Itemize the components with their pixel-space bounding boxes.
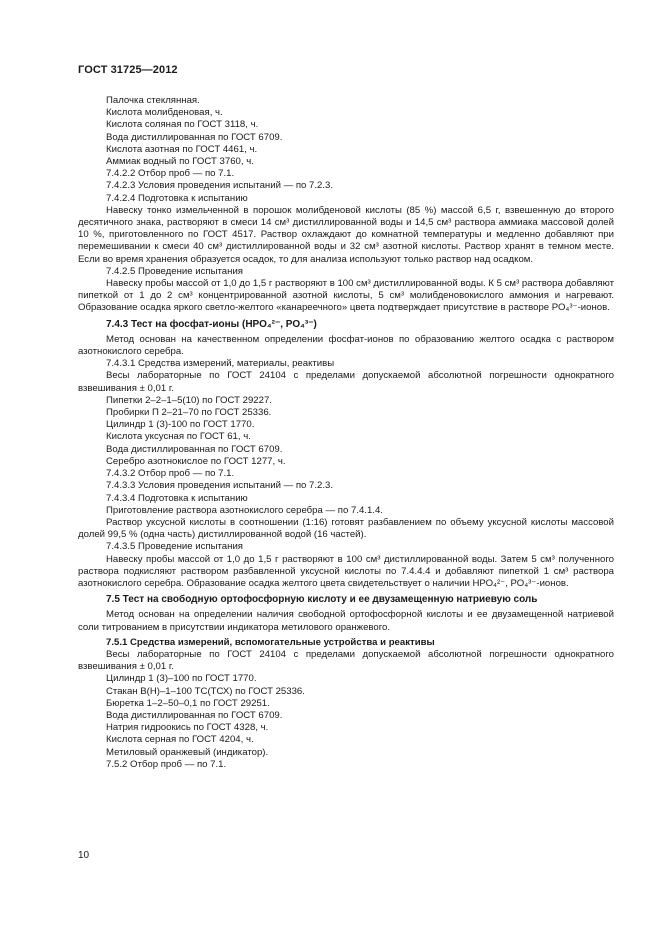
text-line: 7.4.3.5 Проведение испытания xyxy=(106,541,243,553)
text-line: Кислота уксусная по ГОСТ 61, ч. xyxy=(106,431,251,443)
paragraph: Метод основан на определении наличия свободной ортофосфорной кислоты и ее двузамещенной натриевой соли титрованием в присутствии индикатора метилового оранжевого. xyxy=(78,609,614,633)
section-heading: 7.4.3 Тест на фосфат-ионы (НРО₄²⁻, РО₄³⁻) xyxy=(106,318,317,330)
text-line: Кислота соляная по ГОСТ 3118, ч. xyxy=(106,119,259,131)
paragraph: Раствор уксусной кислоты в соотношении (1:16) готовят разбавлением по объему уксусной кислоты массовой долей 99,5 % (одна часть) дистиллированной водой (16 частей). xyxy=(78,516,614,541)
document-body xyxy=(78,95,614,771)
page-number: 10 xyxy=(78,850,90,861)
text-line: 7.4.3.3 Условия проведения испытаний — по 7.2.3. xyxy=(106,480,334,492)
text-line: Серебро азотнокислое по ГОСТ 1277, ч. xyxy=(106,455,286,467)
text-line: Пробирки П 2–21–70 по ГОСТ 25336. xyxy=(106,407,272,419)
document-header: ГОСТ 31725—2012 xyxy=(78,64,178,76)
text-line: Палочка стеклянная. xyxy=(106,95,200,106)
text-line: Кислота азотная по ГОСТ 4461, ч. xyxy=(106,143,258,155)
text-line: Аммиак водный по ГОСТ 3760, ч. xyxy=(106,156,254,168)
text-line: 7.4.2.3 Условия проведения испытаний — по 7.2.3. xyxy=(106,180,334,192)
text-line: Пипетки 2–2–1–5(10) по ГОСТ 29227. xyxy=(106,394,272,406)
text-line: 7.4.2.4 Подготовка к испытанию xyxy=(106,192,248,204)
text-line: Вода дистиллированная по ГОСТ 6709. xyxy=(106,709,283,721)
text-line: Приготовление раствора азотнокислого серебра — по 7.4.1.4. xyxy=(106,504,383,516)
text-line: Цилиндр 1 (3)–100 по ГОСТ 1770. xyxy=(106,673,257,685)
text-line: 7.4.3.4 Подготовка к испытанию xyxy=(106,492,248,504)
paragraph: Навеску пробы массой от 1,0 до 1,5 г растворяют в 100 см³ дистиллированной воды. Затем 5 см³ полученного раствора подкисляют раствором разбавленной уксусной кислоты по 7.4.4.4 и добавляют пипеткой 1 см³ раствора азотнокислого серебра. Образование осадка желтого цвета свидетельствует о наличии НРО₄²⁻, РО₄³⁻-ионов. xyxy=(78,553,614,589)
text-line: Стакан В(Н)–1–100 ТС(ТСХ) по ГОСТ 25336. xyxy=(106,685,305,697)
text-line: Кислота молибденовая, ч. xyxy=(106,107,223,119)
paragraph: Метод основан на качественном определении фосфат-ионов по образованию желтого осадка с раствором азотнокислого серебра. xyxy=(78,333,614,358)
text-line: Вода дистиллированная по ГОСТ 6709. xyxy=(106,443,283,455)
text-line: Цилиндр 1 (3)-100 по ГОСТ 1770. xyxy=(106,419,255,431)
section-heading: 7.5 Тест на свободную ортофосфорную кислоту и ее двузамещенную натриевую соль xyxy=(106,594,538,606)
text-line: 7.4.3.1 Средства измерений, материалы, реактивы xyxy=(106,358,335,370)
paragraph: Навеску тонко измельченной в порошок молибденовой кислоты (85 %) массой 6,5 г, взвешенную до второго десятичного знака, растворяют в смеси 14 см³ дистиллированной воды и 14,5 см³ раствора аммиака массовой долей 10 %, приготовленного по ГОСТ 4517. Раствор охлаждают до комнатной температуры и медленно добавляют при перемешивании к смеси 40 см³ дистиллированной воды и 32 см³ азотной кислоты. Раствор хранят в темном месте. Если во время хранения образуется осадок, то для анализа используют только раствор над осадком. xyxy=(78,204,614,265)
text-line: Вода дистиллированная по ГОСТ 6709. xyxy=(106,131,283,143)
text-line: Кислота серная по ГОСТ 4204, ч. xyxy=(106,734,254,746)
text-line: Метиловый оранжевый (индикатор). xyxy=(106,746,269,758)
text-line: 7.4.2.5 Проведение испытания xyxy=(106,265,243,277)
text-line: Натрия гидроокись по ГОСТ 4328, ч. xyxy=(106,722,269,734)
text-line: 7.5.2 Отбор проб — по 7.1. xyxy=(106,758,227,770)
paragraph: Весы лабораторные по ГОСТ 24104 с пределами допускаемой абсолютной погрешности однократного взвешивания ± 0,01 г. xyxy=(78,648,614,673)
subsection-heading: 7.5.1 Средства измерений, вспомогательные устройства и реактивы xyxy=(106,636,435,648)
paragraph: Весы лабораторные по ГОСТ 24104 с пределами допускаемой абсолютной погрешности однократного взвешивания ± 0,01 г. xyxy=(78,370,614,394)
text-line: 7.4.3.2 Отбор проб — по 7.1. xyxy=(106,468,235,480)
paragraph: Навеску пробы массой от 1,0 до 1,5 г растворяют в 100 см³ дистиллированной воды. К 5 см³ раствора добавляют пипеткой от 1 до 2 см³ концентрированной азотной кислоты, 5 см³ молибденовокислого аммония и нагревают. Образование осадка яркого светло-желтого «канареечного» цвета подтверждает присутствие в растворе РО₄³⁻-ионов. xyxy=(78,278,614,314)
text-line: Бюретка 1–2–50–0,1 по ГОСТ 29251. xyxy=(106,697,270,709)
text-line: 7.4.2.2 Отбор проб — по 7.1. xyxy=(106,168,235,180)
